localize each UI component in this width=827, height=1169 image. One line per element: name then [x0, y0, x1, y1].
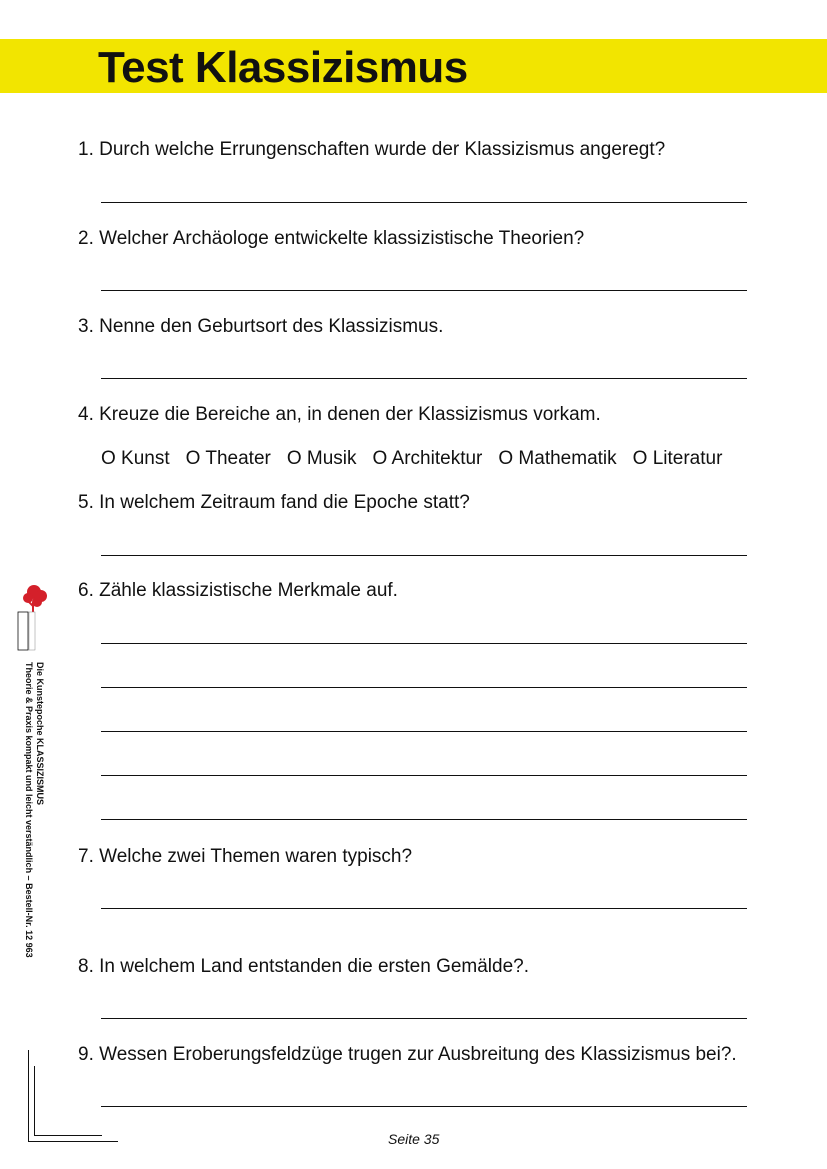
- question-9: 9. Wessen Eroberungsfeldzüge trugen zur Ausbreitung des Klassizismus bei?.: [78, 1044, 737, 1065]
- answer-line-5[interactable]: [101, 555, 747, 556]
- option-kunst[interactable]: O Kunst: [101, 448, 170, 469]
- question-5: 5. In welchem Zeitraum fand die Epoche statt?: [78, 492, 470, 513]
- kohl-verlag-logo: [14, 582, 48, 654]
- question-6: 6. Zähle klassizistische Merkmale auf.: [78, 580, 398, 601]
- option-literatur[interactable]: O Literatur: [632, 448, 723, 469]
- answer-line-9[interactable]: [101, 1106, 747, 1107]
- option-theater[interactable]: O Theater: [185, 448, 271, 469]
- answer-line-6a[interactable]: [101, 643, 747, 644]
- option-architektur[interactable]: O Architektur: [372, 448, 483, 469]
- corner-frame: [28, 1050, 29, 1142]
- sidebar-line-2: Theorie & Praxis kompakt und leicht verständlich – Bestell-Nr. 12 963: [24, 662, 34, 958]
- answer-line-1[interactable]: [101, 202, 747, 203]
- answer-line-7[interactable]: [101, 908, 747, 909]
- answer-line-8[interactable]: [101, 1018, 747, 1019]
- corner-frame-bottom: [28, 1141, 118, 1142]
- answer-line-6d[interactable]: [101, 775, 747, 776]
- question-1: 1. Durch welche Errungenschaften wurde der Klassizismus angeregt?: [78, 139, 666, 160]
- sidebar-imprint: [23, 662, 45, 1002]
- option-list: [101, 448, 722, 470]
- question-3: 3. Nenne den Geburtsort des Klassizismus.: [78, 316, 444, 337]
- answer-line-6b[interactable]: [101, 687, 747, 688]
- answer-line-6e[interactable]: [101, 819, 747, 820]
- answer-line-2[interactable]: [101, 290, 747, 291]
- option-musik[interactable]: O Musik: [286, 448, 357, 469]
- question-4: 4. Kreuze die Bereiche an, in denen der Klassizismus vorkam.: [78, 404, 601, 425]
- corner-frame-inner: [34, 1066, 35, 1136]
- page-number: Seite 35: [388, 1131, 440, 1147]
- page-title: Test Klassizismus: [98, 43, 468, 92]
- answer-line-6c[interactable]: [101, 731, 747, 732]
- option-mathematik[interactable]: O Mathematik: [498, 448, 617, 469]
- sidebar-line-1: Die Kunstepoche KLASSIZISMUS: [35, 662, 45, 806]
- corner-frame-bottom-inner: [34, 1135, 102, 1136]
- question-8: 8. In welchem Land entstanden die ersten Gemälde?.: [78, 956, 530, 977]
- question-2: 2. Welcher Archäologe entwickelte klassizistische Theorien?: [78, 228, 585, 249]
- question-7: 7. Welche zwei Themen waren typisch?: [78, 846, 413, 867]
- answer-line-3[interactable]: [101, 378, 747, 379]
